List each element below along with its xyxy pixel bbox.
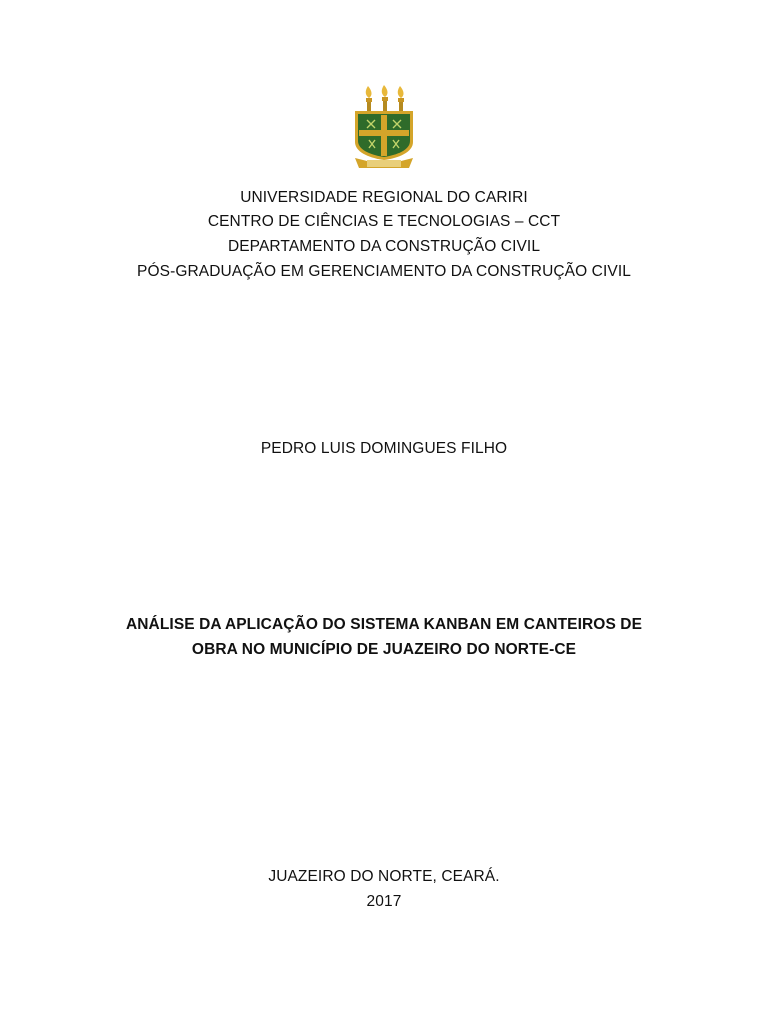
year: 2017 [366, 893, 402, 910]
university-crest-logo [347, 84, 421, 170]
department-name: DEPARTAMENTO DA CONSTRUÇÃO CIVIL [227, 238, 541, 255]
torch-center-icon [382, 85, 388, 112]
shield-icon [355, 111, 413, 160]
program-name: PÓS-GRADUAÇÃO EM GERENCIAMENTO DA CONSTRUÇÃO CIVIL [137, 263, 631, 280]
university-name: UNIVERSIDADE REGIONAL DO CARIRI [240, 189, 528, 206]
author-name: PEDRO LUIS DOMINGUES FILHO [260, 440, 508, 457]
thesis-title-line-2: OBRA NO MUNICÍPIO DE JUAZEIRO DO NORTE-CE [191, 641, 577, 658]
torch-right-icon [398, 86, 404, 112]
center-name: CENTRO DE CIÊNCIAS E TECNOLOGIAS – CCT [207, 213, 561, 230]
thesis-title-line-1: ANÁLISE DA APLICAÇÃO DO SISTEMA KANBAN EM CANTEIROS DE [125, 616, 643, 633]
city-state: JUAZEIRO DO NORTE, CEARÁ. [268, 868, 500, 885]
torch-left-icon [366, 86, 372, 112]
